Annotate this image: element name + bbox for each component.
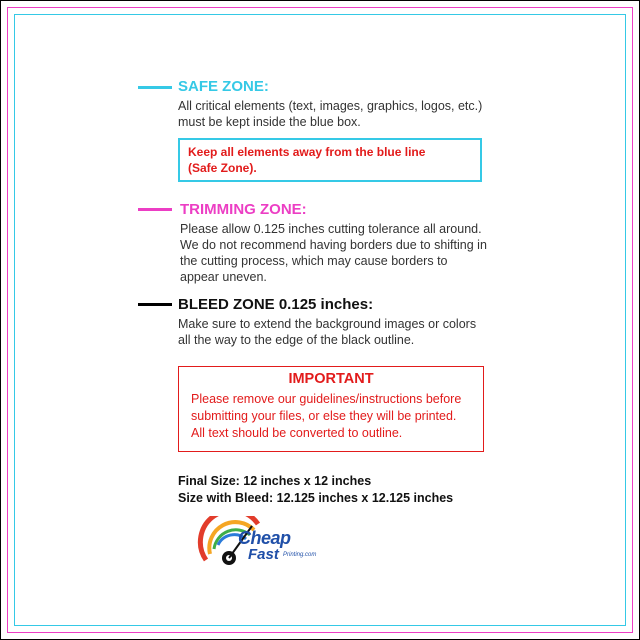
logo-word-cheap: Cheap [238,528,291,548]
safe-zone-heading: SAFE ZONE: [178,78,269,95]
text-line: the cutting process, which may cause borders to [180,254,448,268]
bleed-zone-line-sample [138,303,172,306]
important-title: IMPORTANT [288,371,374,387]
text-line: must be kept inside the blue box. [178,115,361,129]
text-line: Make sure to extend the background images or colors [178,317,477,331]
logo-word-printing: Printing.com [283,552,317,558]
bleed-zone-heading: BLEED ZONE 0.125 inches: [178,296,374,313]
logo-word-fast: Fast [248,546,279,563]
text-line: Please allow 0.125 inches cutting tolerance all around. [180,222,482,236]
text-line: Please remove our guidelines/instructions before [191,392,462,406]
text-line: appear uneven. [180,270,267,284]
text-line: (Safe Zone). [188,161,257,175]
text-line: all the way to the edge of the black outline. [178,333,415,347]
safe-zone-note-box [178,138,482,182]
important-notice-box [178,366,484,452]
trimming-zone-line-sample [138,208,172,211]
final-size-text: Final Size: 12 inches x 12 inches [178,474,372,488]
text-line: submitting your files, or else they will be printed. [191,409,457,423]
bleed-zone-description [178,316,508,348]
trimming-zone-description [180,221,520,285]
text-line: We do not recommend having borders due to shifting in [180,238,487,252]
bleed-size-text: Size with Bleed: 12.125 inches x 12.125 inches [178,491,454,505]
cheapfastprinting-logo [196,516,326,572]
text-line: All critical elements (text, images, graphics, logos, etc.) [178,99,483,113]
trimming-zone-heading: TRIMMING ZONE: [180,201,307,218]
safe-zone-description [178,98,508,130]
text-line: All text should be converted to outline. [191,426,403,440]
safe-zone-line-sample [138,86,172,89]
text-line: Keep all elements away from the blue line [188,145,426,159]
